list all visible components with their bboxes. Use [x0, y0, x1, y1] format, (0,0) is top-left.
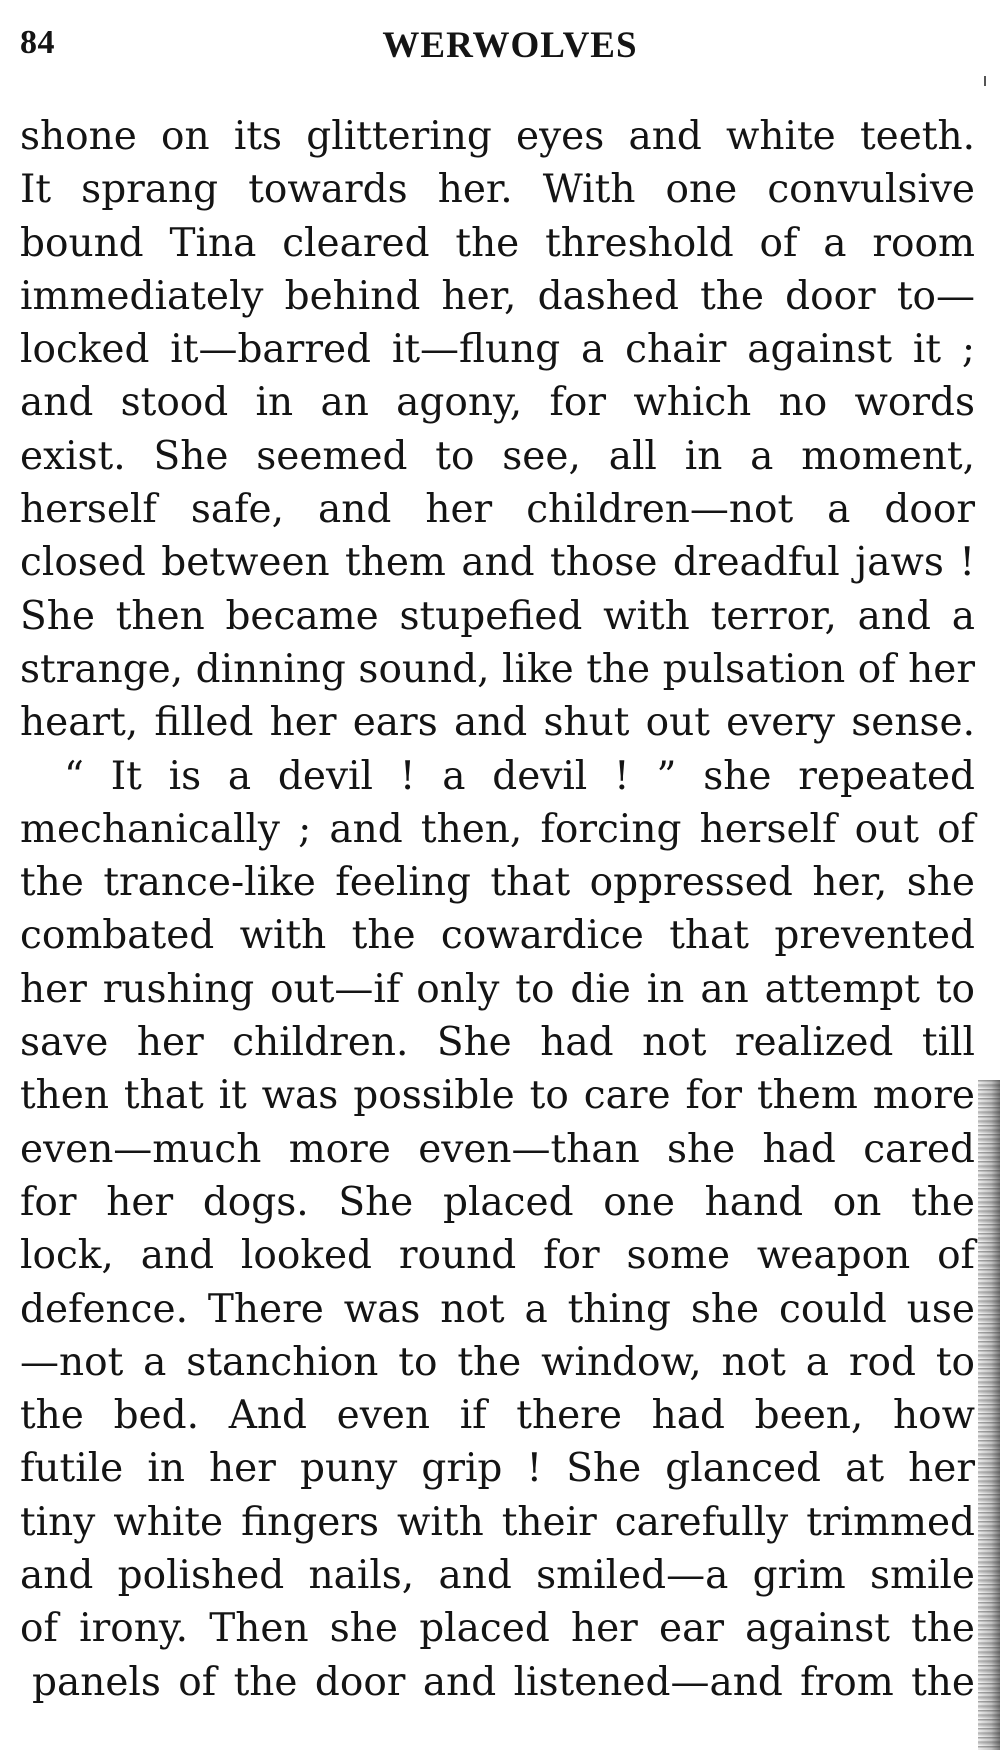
text-line: the trance-like feeling that oppressed her, she	[20, 860, 975, 906]
text-line: locked it—barred it—flung a chair against it ;	[20, 327, 975, 373]
page-number: 84	[20, 24, 55, 61]
text-line: It sprang towards her. With one convulsive	[20, 167, 975, 213]
text-line: and stood in an agony, for which no words	[20, 380, 975, 426]
text-line: strange, dinning sound, like the pulsation of her	[20, 646, 975, 692]
text-line: and polished nails, and smiled—a grim smile	[20, 1553, 975, 1599]
text-line: herself safe, and her children—not a door	[20, 487, 975, 533]
text-line: shone on its glittering eyes and white teeth.	[20, 114, 975, 159]
paragraph-start-line: “ It is a devil ! a devil ! ” she repeated	[64, 753, 975, 799]
text-line: She then became stupefied with terror, and a	[20, 593, 975, 639]
text-line: bound Tina cleared the threshold of a room	[20, 220, 975, 266]
page-edge-mark	[984, 76, 986, 86]
text-line: even—much more even—than she had cared	[20, 1126, 975, 1172]
text-line: lock, and looked round for some weapon of	[20, 1233, 975, 1279]
text-line: immediately behind her, dashed the door to—	[20, 273, 975, 319]
text-line: then that it was possible to care for them more	[20, 1073, 975, 1119]
text-line: mechanically ; and then, forcing herself out of	[20, 806, 975, 852]
scanned-page-edge	[978, 1080, 1000, 1750]
text-line: panels of the door and listened—and from the	[32, 1659, 975, 1705]
body-text	[20, 110, 975, 1709]
text-line: heart, filled her ears and shut out every sense.	[20, 700, 975, 746]
running-head-title: WERWOLVES	[382, 25, 638, 66]
text-line: combated with the cowardice that prevented	[20, 913, 975, 959]
text-line: closed between them and those dreadful jaws !	[20, 540, 975, 586]
text-line: save her children. She had not realized till	[20, 1020, 975, 1066]
text-line: of irony. Then she placed her ear against the	[20, 1606, 975, 1652]
text-line: defence. There was not a thing she could use	[20, 1286, 975, 1332]
text-line: for her dogs. She placed one hand on the	[20, 1179, 975, 1225]
text-line: exist. She seemed to see, all in a moment,	[20, 433, 975, 479]
text-line: futile in her puny grip ! She glanced at her	[20, 1446, 975, 1492]
text-line: her rushing out—if only to die in an attempt to	[20, 966, 975, 1012]
text-line: the bed. And even if there had been, how	[20, 1393, 975, 1439]
text-line: —not a stanchion to the window, not a rod to	[20, 1339, 975, 1385]
text-line: tiny white fingers with their carefully trimmed	[20, 1499, 975, 1545]
